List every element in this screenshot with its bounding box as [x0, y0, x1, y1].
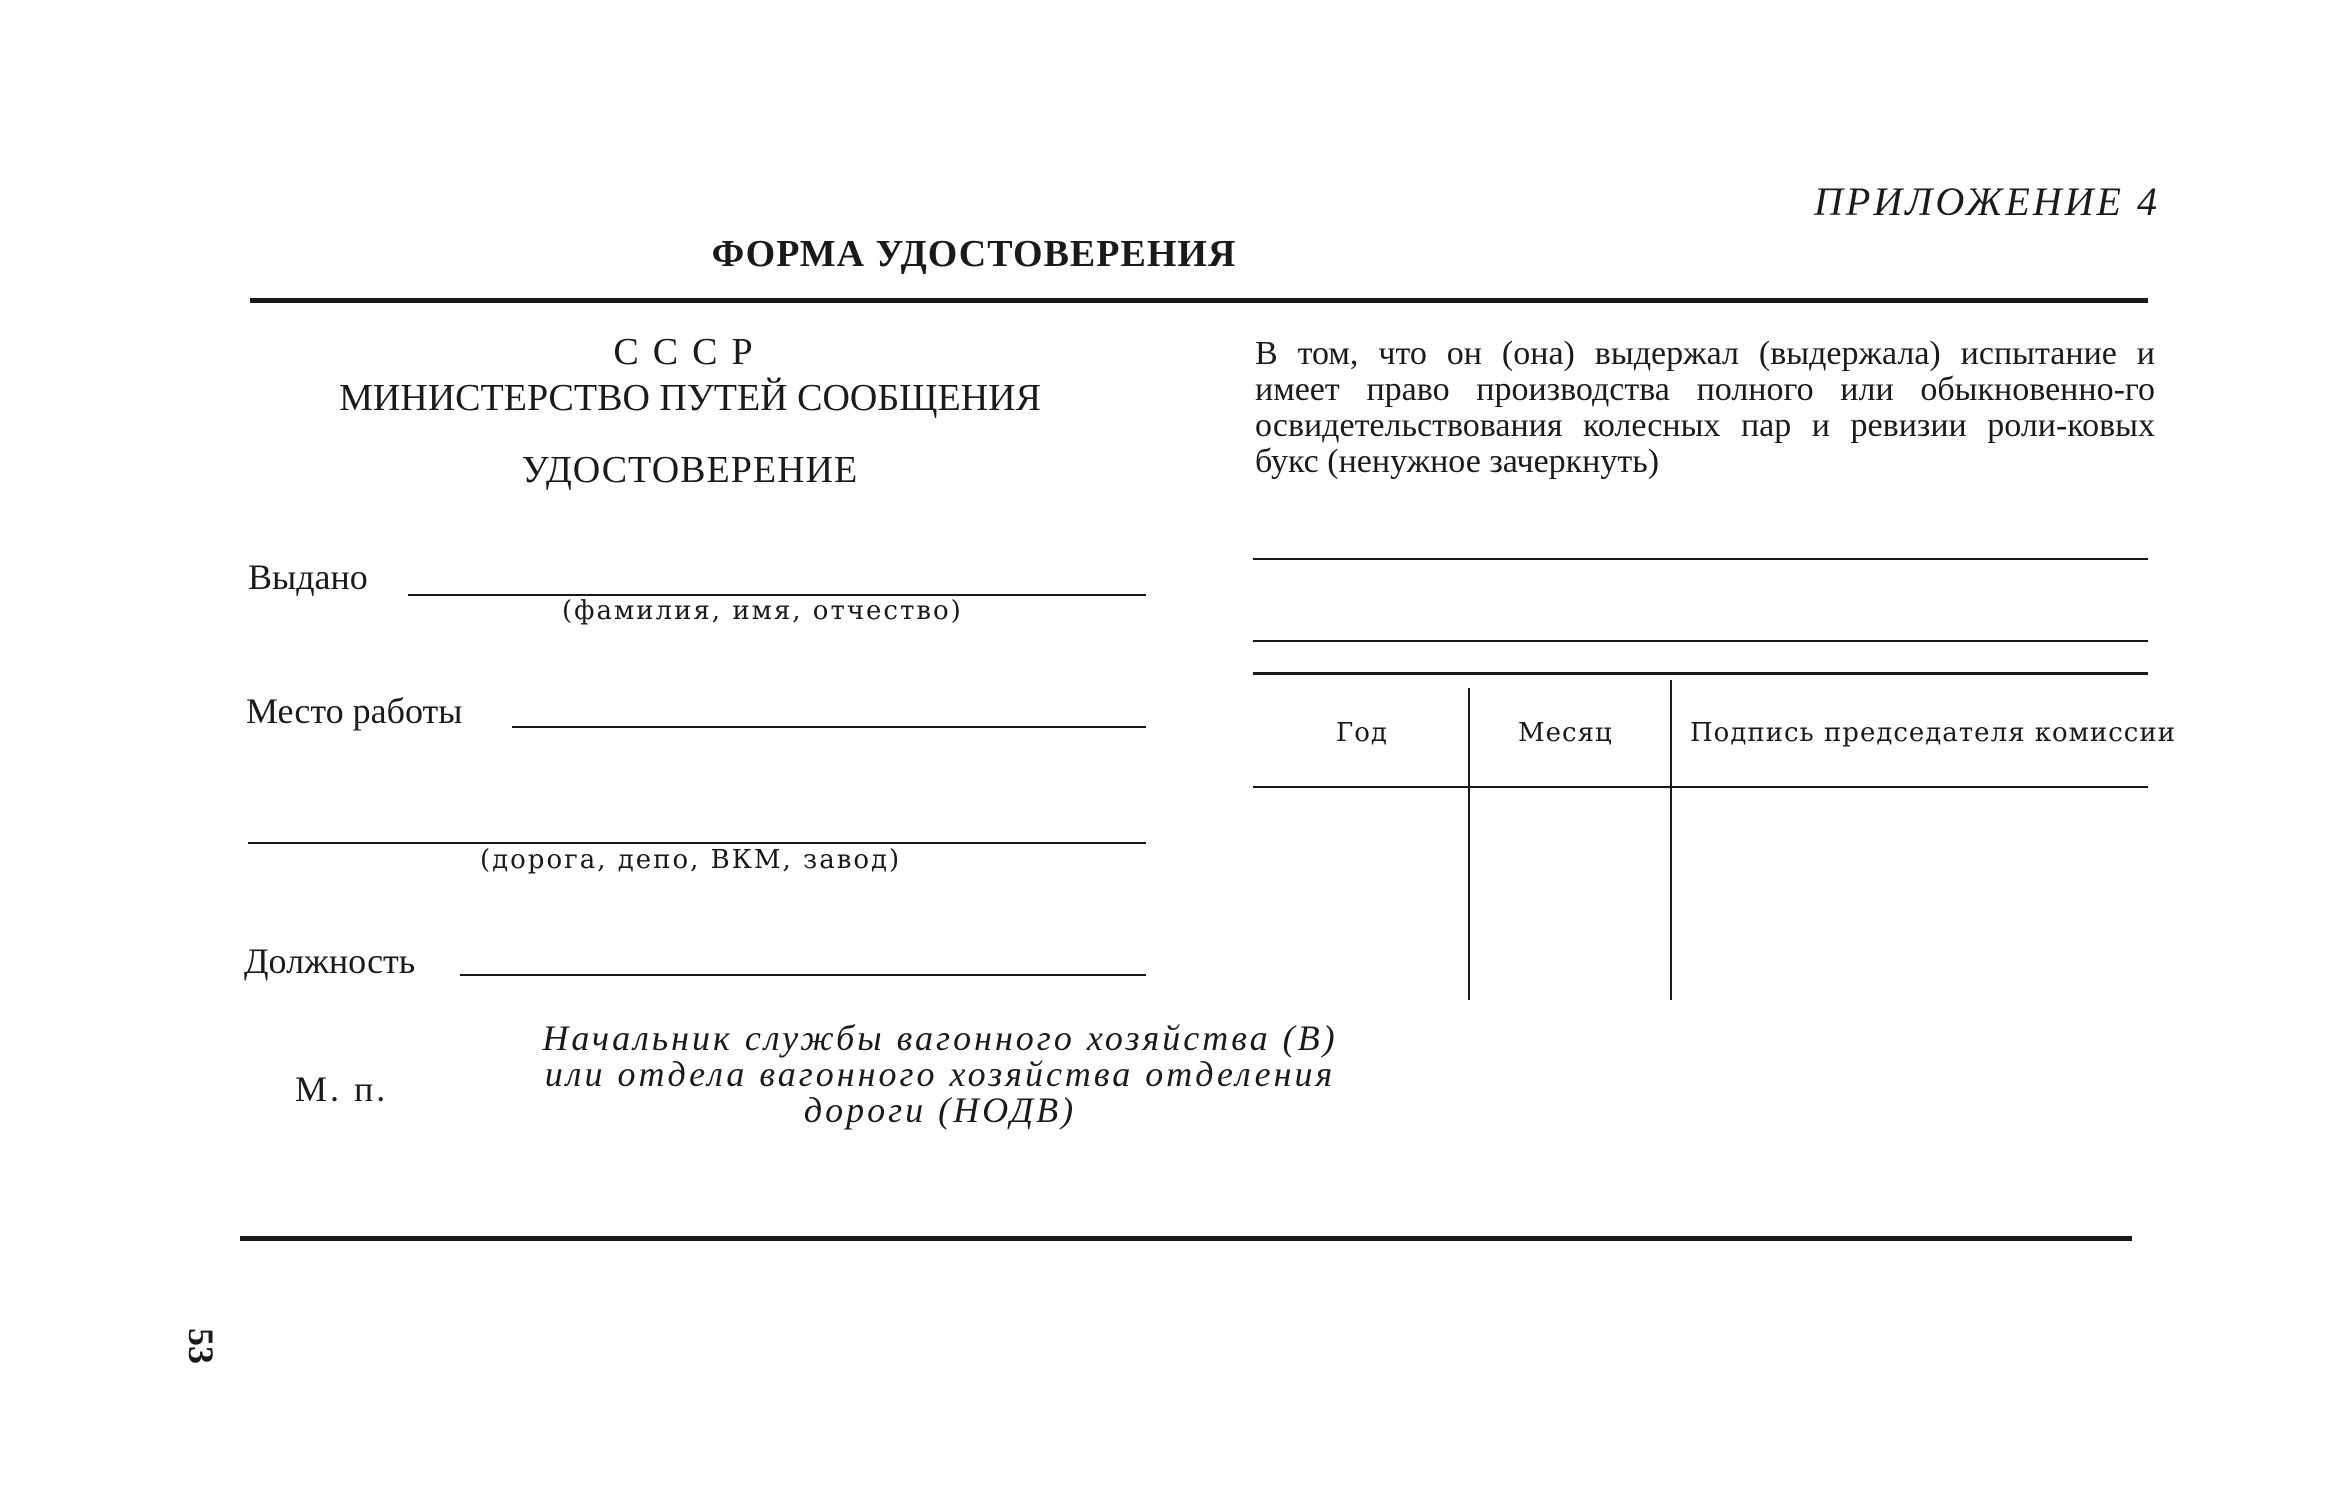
table-header-year: Год — [1336, 718, 1388, 748]
table-top-border — [1253, 672, 2148, 675]
table-col-divider-2 — [1670, 680, 1672, 1000]
table-col-divider-1 — [1468, 688, 1470, 1000]
issued-label: Выдано — [248, 557, 368, 597]
workplace-label: Место работы — [246, 691, 463, 731]
chief-line-2: или отдела вагонного хозяйства отделения — [544, 1054, 1336, 1094]
statement-line-1 — [1253, 558, 2148, 560]
country-heading: СССР — [613, 331, 767, 373]
workplace-line-2 — [248, 842, 1146, 844]
statement-line-2 — [1253, 640, 2148, 642]
bottom-rule — [240, 1236, 2132, 1241]
form-title: ФОРМА УДОСТОВЕРЕНИЯ — [711, 233, 1237, 275]
position-label: Должность — [244, 941, 416, 981]
table-header-border — [1253, 786, 2148, 788]
chief-line-3: дороги (НОДВ) — [803, 1090, 1077, 1130]
workplace-hint: (дорога, депо, ВКМ, завод) — [480, 845, 902, 875]
chief-line-1: Начальник службы вагонного хозяйства (В) — [542, 1018, 1338, 1058]
table-header-signature: Подпись председателя комиссии — [1690, 718, 2176, 748]
top-rule — [250, 298, 2148, 303]
certificate-heading: УДОСТОВЕРЕНИЕ — [521, 449, 859, 491]
chief-signature-caption — [480, 1020, 1400, 1128]
seal-label: М. п. — [295, 1069, 389, 1109]
workplace-line — [512, 726, 1146, 728]
appendix-label: ПРИЛОЖЕНИЕ 4 — [1814, 179, 2160, 224]
ministry-heading: МИНИСТЕРСТВО ПУТЕЙ СООБЩЕНИЯ — [339, 377, 1041, 419]
statement-text: В том, что он (она) выдержал (выдержала) испытание и имеет право производства полного или обыкновенно-го освидетельствования колесных пар и ревизии роли-ковых букс (ненужное зачеркнуть) — [1255, 335, 2155, 480]
page-number: 53 — [181, 1328, 221, 1364]
table-header-month: Месяц — [1518, 718, 1613, 748]
position-line — [460, 974, 1146, 976]
issued-hint: (фамилия, имя, отчество) — [562, 596, 963, 626]
